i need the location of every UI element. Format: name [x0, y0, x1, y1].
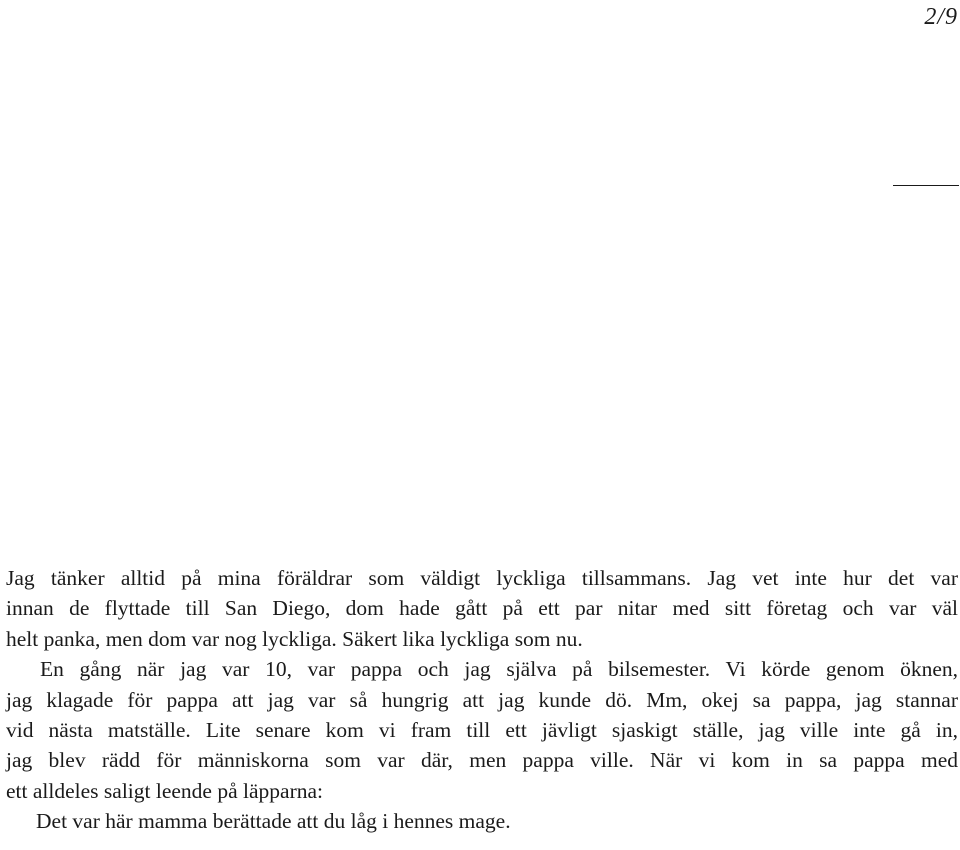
paragraph-line: innan de flyttade till San Diego, dom hade gått på ett par nitar med sitt företag och var väl [6, 596, 958, 621]
paragraph-line: helt panka, men dom var nog lyckliga. Säkert lika lyckliga som nu. [6, 626, 583, 651]
quote-line: Det var här mamma berättade att du låg i hennes mage. [36, 809, 511, 834]
paragraph-line: Jag tänker alltid på mina föräldrar som väldigt lyckliga tillsammans. Jag vet inte hur det var [6, 566, 958, 590]
paragraph-line: vid nästa matställe. Lite senare kom vi fram till ett jävligt sjaskigt ställe, jag ville inte gå in, [6, 718, 958, 743]
body-text [6, 563, 958, 837]
header-rule [893, 185, 959, 186]
paragraph-line: jag klagade för pappa att jag var så hungrig att jag kunde dö. Mm, okej sa pappa, jag stannar [6, 687, 958, 712]
paragraph-line: ett alldeles saligt leende på läpparna: [6, 778, 323, 803]
paragraph-line: jag blev rädd för människorna som var där, men pappa ville. När vi kom in sa pappa med [6, 748, 958, 773]
paragraph-1 [6, 563, 958, 654]
paragraph-3-quote [6, 806, 958, 836]
page-number: 2/9 [924, 4, 958, 30]
paragraph-2 [6, 654, 958, 806]
paragraph-line: En gång när jag var 10, var pappa och jag själva på bilsemester. Vi körde genom öknen, [40, 657, 958, 682]
